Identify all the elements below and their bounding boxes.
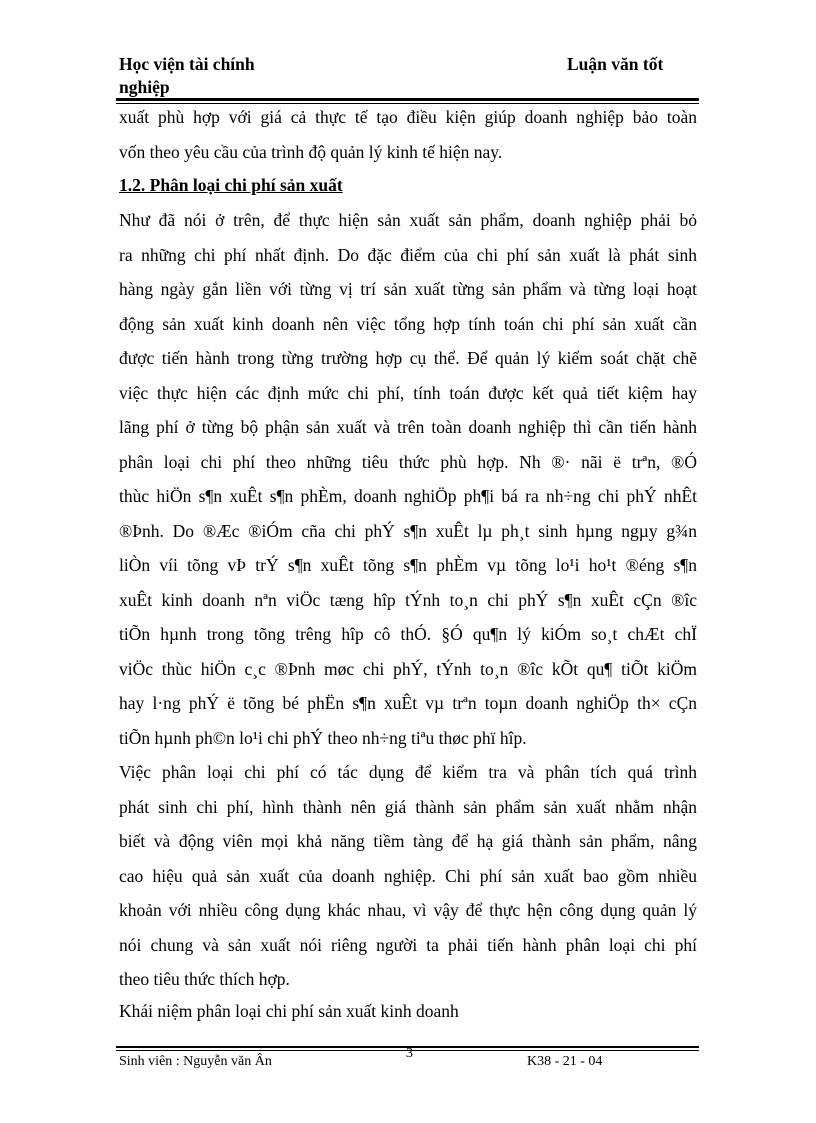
paragraph-1 <box>119 203 697 755</box>
text-line: xuất phù hợp với giá cả thực tế tạo điều kiện giúp doanh nghiệp bảo toàn <box>119 107 697 127</box>
text-line: ra những chi phí nhất định. Do đặc điểm của chi phí sản xuất là phát sinh <box>119 244 697 265</box>
header-institution <box>119 53 255 99</box>
footer-student: Sinh viên : Nguyễn văn Ân <box>119 1054 272 1069</box>
text-line: lãng phí ở từng bộ phận sản xuất và trên toàn doanh nghiệp thì cần tiến hành <box>119 417 697 437</box>
text-line: tiÕn hµnh trong tõng trêng hîp cô thÓ. §Ó qu¶n lý kiÓm so¸t chÆt chÏ <box>119 624 697 644</box>
text-line: theo tiêu thức thích hợp. <box>119 969 290 989</box>
text-line: cao hiệu quả sản xuất của doanh nghiệp. Chi phí sản xuất bao gồm nhiều <box>119 865 697 886</box>
text-line: tiÕn hµnh ph©n lo¹i chi phÝ theo nh÷ng tiªu thøc phï hîp. <box>119 727 527 748</box>
section-title: 1.2. Phân loại chi phí sản xuất <box>119 175 343 195</box>
text-line: nói chung và sản xuất nói riêng người ta phải tiến hành phân loại chi phí <box>119 934 697 955</box>
text-line: xuÊt kinh doanh nªn viÖc tæng hîp tÝnh to¸n chi phÝ s¶n xuÊt cÇn ®îc <box>119 589 697 610</box>
text-line: liÒn víi tõng vÞ trÝ s¶n xuÊt tõng s¶n phÈm vµ tõng lo¹i ho¹t ®éng s¶n <box>119 555 697 575</box>
paragraph-3 <box>119 994 697 1029</box>
top-paragraph <box>119 100 697 169</box>
text-line: hàng ngày gắn liền với từng vị trí sản xuất từng sản phẩm và từng loại hoạt <box>119 279 697 299</box>
text-line: Việc phân loại chi phí có tác dụng để kiểm tra và phân tích quá trình <box>119 762 697 782</box>
text-line: thùc hiÖn s¶n xuÊt s¶n phÈm, doanh nghiÖp ph¶i bá ra nh÷ng chi phÝ nhÊt <box>119 486 697 506</box>
text-line: phát sinh chi phí, hình thành nên giá thành sản phẩm sản xuất nhằm nhận <box>119 796 697 817</box>
text-line: khoản với nhiều công dụng khác nhau, vì vậy để thực hện công dụng quản lý <box>119 900 697 920</box>
text-line: việc thực hiện các định mức chi phí, tính toán được kết quả tiết kiệm hay <box>119 382 697 403</box>
text-line: ®Þnh. Do ®Æc ®iÓm cña chi phÝ s¶n xuÊt lµ ph¸t sinh hµng ngµy g¾n <box>119 520 697 541</box>
page-number: 3 <box>406 1046 413 1061</box>
text-line: Khái niệm phân loại chi phí sản xuất kinh doanh <box>119 1001 459 1021</box>
footer-class-code: K38 - 21 - 04 <box>527 1054 603 1069</box>
text-line: Như đã nói ở trên, để thực hiện sản xuất sản phẩm, doanh nghiệp phải bỏ <box>119 210 697 230</box>
text-line: viÖc thùc hiÖn c¸c ®Þnh møc chi phÝ, tÝnh to¸n ®îc kÕt qu¶ tiÕt kiÖm <box>119 658 697 679</box>
header-institution-line2: nghiệp <box>119 77 170 97</box>
text-line: vốn theo yêu cầu của trình độ quản lý kinh tế hiện nay. <box>119 141 503 162</box>
text-line: được tiến hành trong từng trường hợp cụ thể. Để quản lý kiểm soát chặt chẽ <box>119 348 697 368</box>
paragraph-2 <box>119 755 697 997</box>
text-line: động sản xuất kinh doanh nên việc tổng hợp tính toán chi phí sản xuất cần <box>119 313 697 334</box>
text-line: phân loại chi phí theo những tiêu thức phù hợp. Nh ®· nãi ë trªn, ®Ó <box>119 451 697 472</box>
text-line: hay l·ng phÝ ë tõng bé phËn s¶n xuÊt vµ trªn toµn doanh nghiÖp th× cÇn <box>119 693 697 713</box>
header-doc-type: Luận văn tốt <box>567 54 664 74</box>
text-line: biết và động viên mọi khả năng tiềm tàng để hạ giá thành sản phẩm, nâng <box>119 831 697 851</box>
header-institution-line1: Học viện tài chính <box>119 54 255 74</box>
